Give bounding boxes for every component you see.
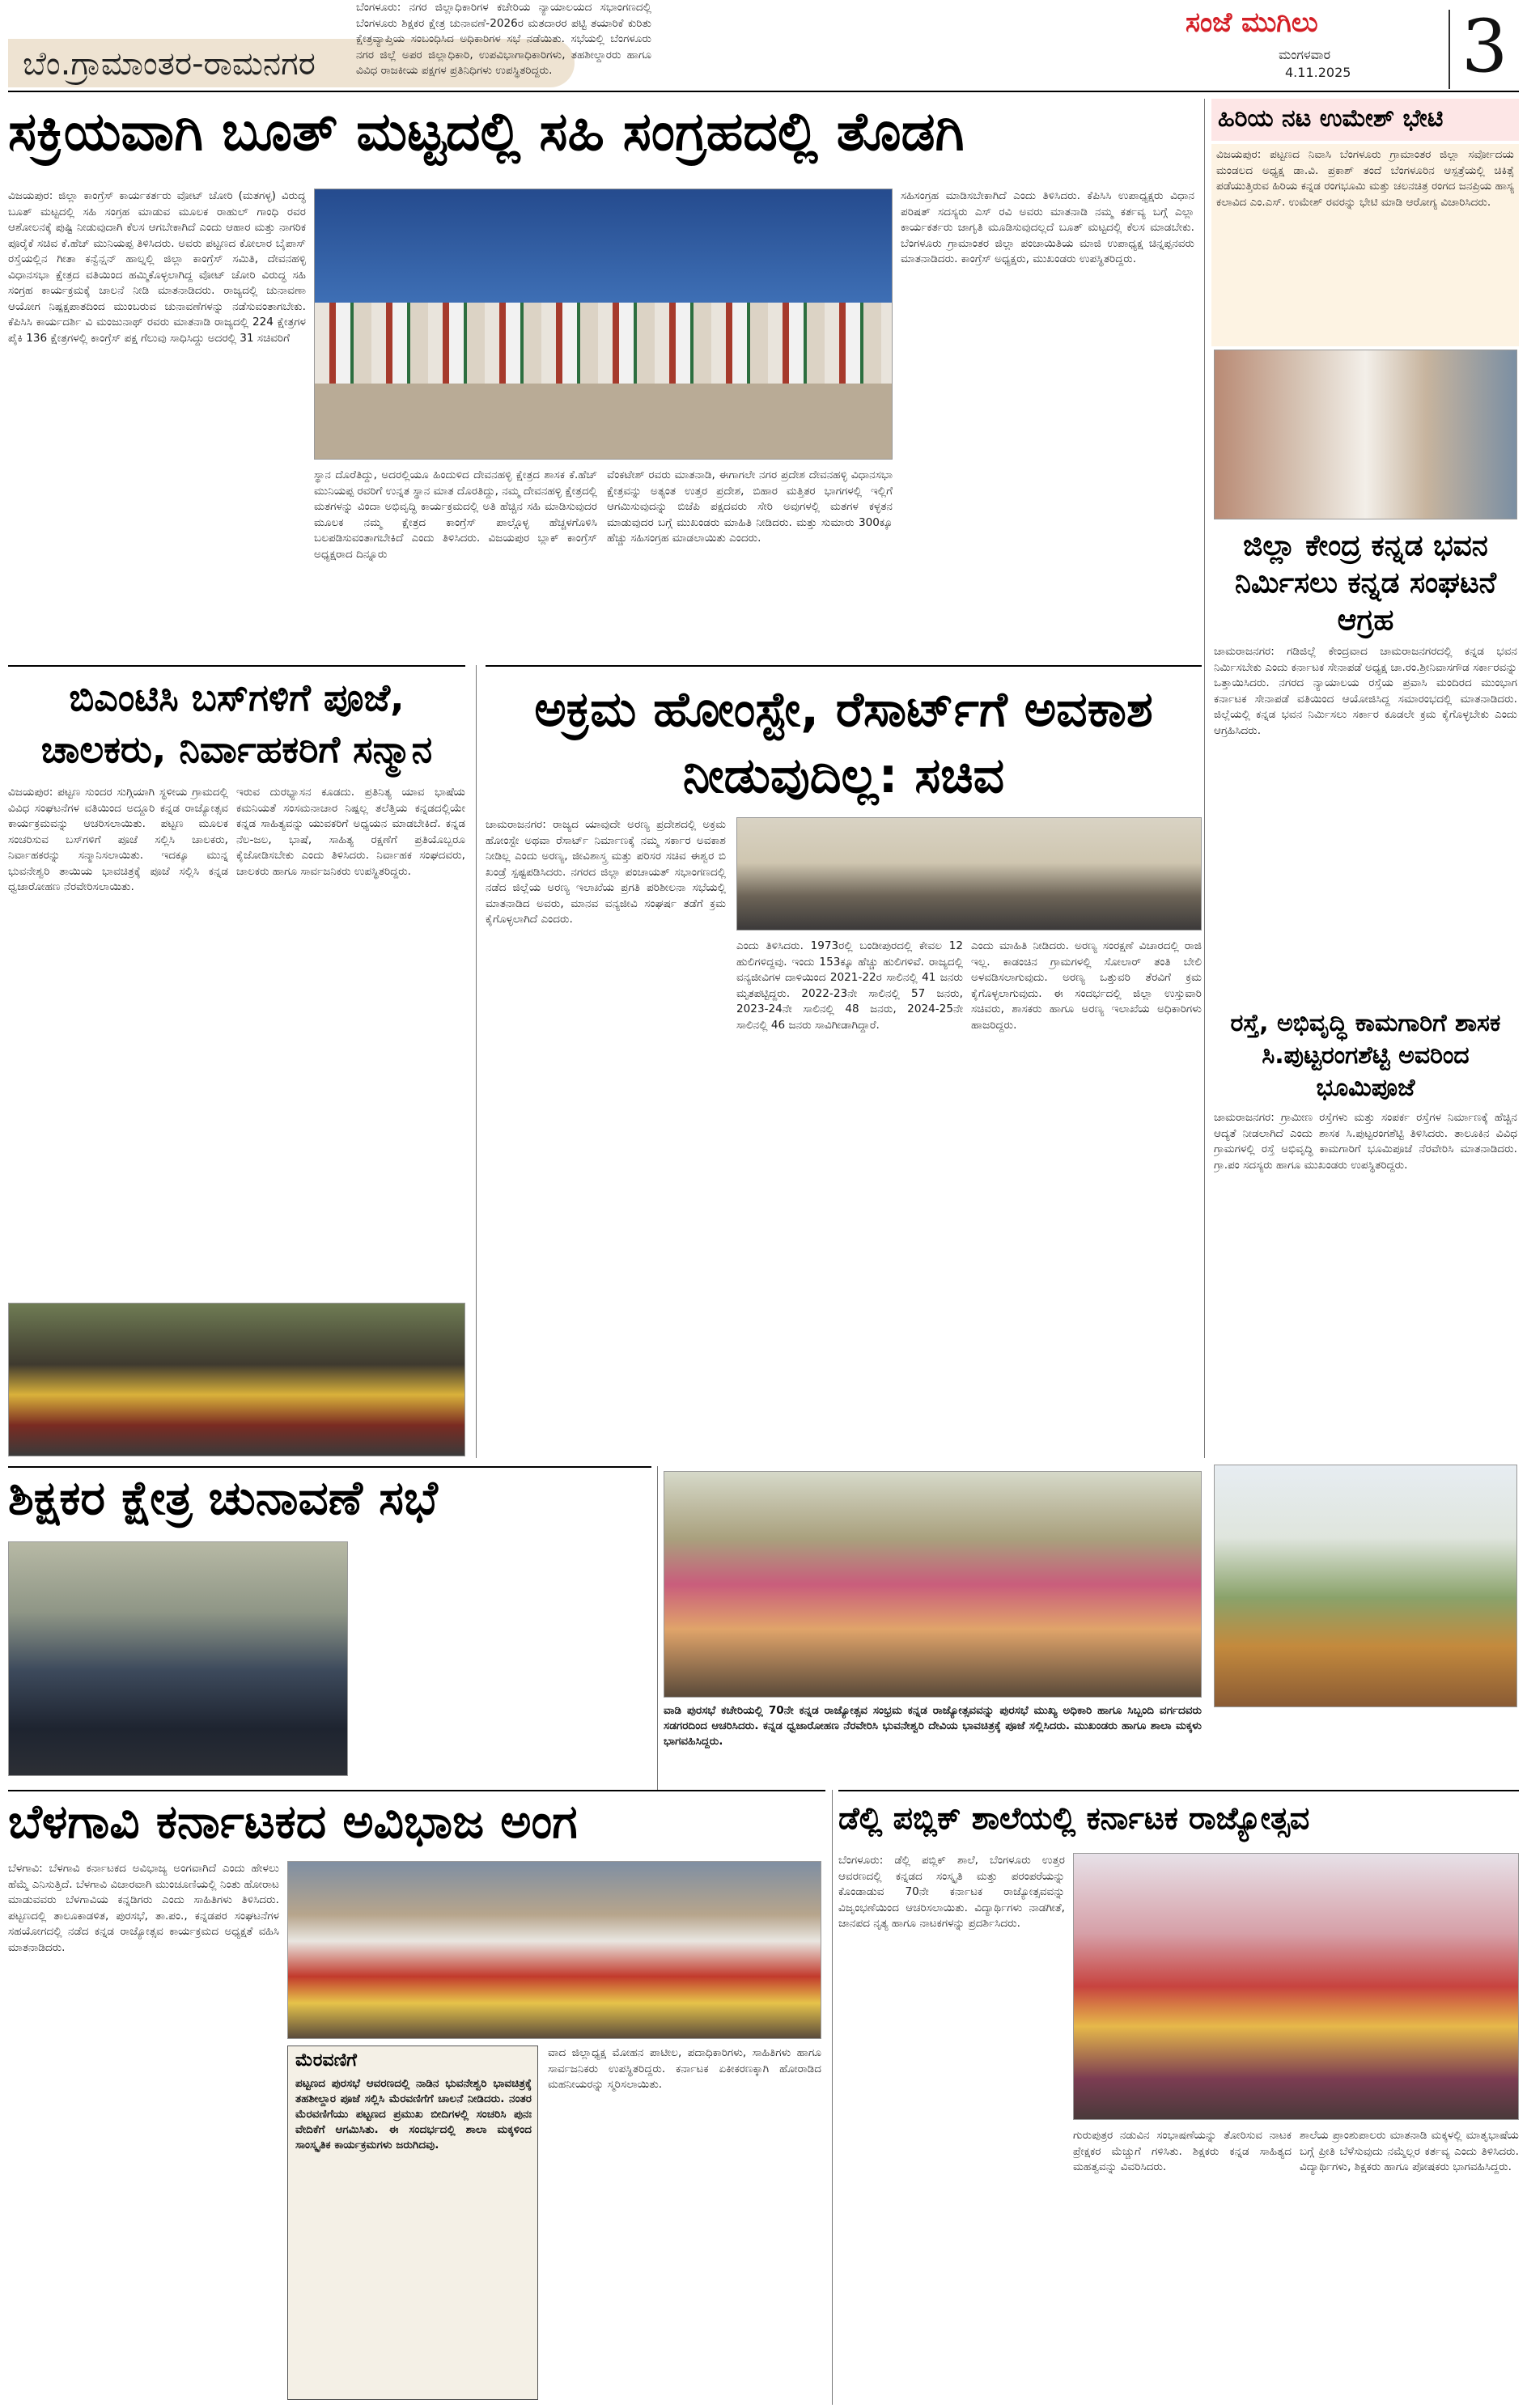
art2-photo [1214,350,1517,519]
art4-body: ಚಾಮರಾಜನಗರ: ಗ್ರಾಮೀಣ ರಸ್ತೆಗಳು ಮತ್ತು ಸಂಪರ್ಕ ರಸ್ತೆಗಳ ನಿರ್ಮಾಣಕ್ಕೆ ಹೆಚ್ಚಿನ ಆದ್ಯತೆ ನೀಡಲಾಗಿದೆ ಎಂದು ಶಾಸಕ ಸಿ.ಪುಟ್ಟರಂಗಶೆಟ್ಟಿ ತಿಳಿಸಿದರು. ತಾಲೂಕಿನ ವಿವಿಧ ಗ್ರಾಮಗಳಲ್ಲಿ ರಸ್ತೆ ಅಭಿವೃದ್ಧಿ ಕಾಮಗಾರಿಗೆ ಭೂಮಿಪೂಜೆ ನೆರವೇರಿಸಿ ಮಾತನಾಡಿದರು. ಗ್ರಾ.ಪಂ ಸದಸ್ಯರು ಹಾಗೂ ಮುಖಂಡರು ಉಪಸ್ಥಿತರಿದ್ದರು. [1214,1111,1517,1172]
art10-col2: ಗುರುಪುತ್ರರ ನಡುವಿನ ಸಂಭಾಷಣೆಯನ್ನು ತೋರಿಸುವ ನಾಟಕ ಪ್ರೇಕ್ಷಕರ ಮೆಚ್ಚುಗೆ ಗಳಿಸಿತು. ಶಿಕ್ಷಕರು ಕನ್ನಡ ಸಾಹಿತ್ಯದ ಮಹತ್ವವನ್ನು ವಿವರಿಸಿದರು. [1073,2129,1292,2173]
art1-col2: ಸ್ಥಾನ ದೊರೆತಿದ್ದು, ಅದರಲ್ಲಿಯೂ ಹಿಂದುಳಿದ ದೇವನಹಳ್ಳಿ ಕ್ಷೇತ್ರದ ಶಾಸಕ ಕೆ.ಹೆಚ್ ಮುನಿಯಪ್ಪ ರವರಿಗೆ ಉನ್ನತ ಸ್ಥಾನ ಮಾತ ದೊರತಿದ್ದು, ನಮ್ಮ ದೇವನಹಳ್ಳಿ ಕ್ಷೇತ್ರದಲ್ಲಿ ಮತಗಳನ್ನು ವಿಂದಾ ಅಭಿವೃದ್ಧಿ ಕಾರ್ಯಕ್ರಮದಲ್ಲಿ ಅತಿ ಹೆಚ್ಚಿನ ಸಹಿ ಮಾಡಿಸುವುದರ ಮೂಲಕ ನಮ್ಮ ಕ್ಷೇತ್ರದ ಕಾಂಗ್ರೆಸ್ ಪಾಲ್ಗೊಳ್ಳ ಹೆಚ್ಚಳಗೊಳಿಸಿ ಬಲಪಡಿಸುವಂತಾಗಬೇಕಿದೆ ಎಂದು ತಿಳಿಸಿದರು. ವಿಜಯಪುರ ಬ್ಲಾಕ್ ಕಾಂಗ್ರೆಸ್ ಅಧ್ಯಕ್ಷರಾದ ದಿನ್ನೂರು [314,468,597,561]
art9-top-rule [8,1790,825,1791]
masthead-rule [8,91,1519,92]
art4-photo [1214,1465,1517,1707]
issue-day: ಮಂಗಳವಾರ [1279,47,1331,62]
page-divider [1449,10,1450,89]
art3-body: ಚಾಮರಾಜನಗರ: ಗಡಿಜಿಲ್ಲೆ ಕೇಂದ್ರವಾದ ಚಾಮರಾಜನಗರದಲ್ಲಿ ಕನ್ನಡ ಭವನ ನಿರ್ಮಿಸಬೇಕು ಎಂದು ಕರ್ನಾಟಕ ಸೇನಾಪಡೆ ಅಧ್ಯಕ್ಷ ಚಾ.ರಂ.ಶ್ರೀನಿವಾಸಗೌಡ ಸರ್ಕಾರವನ್ನು ಒತ್ತಾಯಿಸಿದರು. ನಗರದ ನ್ಯಾಯಾಲಯ ರಸ್ತೆಯ ಪ್ರವಾಸಿ ಮಂದಿರದ ಮುಂಭಾಗ ಕರ್ನಾಟಕ ಸೇನಾಪಡೆ ವತಿಯಿಂದ ಆಯೋಜಿಸಿದ್ದ ಸಮಾರಂಭದಲ್ಲಿ ಮಾತನಾಡಿದರು. ಜಿಲ್ಲೆಯಲ್ಲಿ ಕನ್ನಡ ಭವನ ನಿರ್ಮಿಸಲು ಸರ್ಕಾರ ಕೂಡಲೇ ಕ್ರಮ ಕೈಗೊಳ್ಳಬೇಕು ಎಂದು ಆಗ್ರಹಿಸಿದರು. [1214,645,1517,737]
art6-headline: ಅಕ್ರಮ ಹೋಂಸ್ಟೇ, ರೆಸಾರ್ಟ್‌ಗೆ ಅವಕಾಶ ನೀಡುವುದಿಲ್ಲ: ಸಚಿವ [534,681,1153,804]
art8-caption: ವಾಡಿ ಪುರಸಭೆ ಕಚೇರಿಯಲ್ಲಿ 70ನೇ ಕನ್ನಡ ರಾಜ್ಯೋತ್ಸವ ಸಂಭ್ರಮ ಕನ್ನಡ ರಾಜ್ಯೋತ್ಸವವನ್ನು ಪುರಸಭೆ ಮುಖ್ಯ ಅಧಿಕಾರಿ ಹಾಗೂ ಸಿಬ್ಬಂದಿ ವರ್ಗದವರು ಸಡಗರದಿಂದ ಆಚರಿಸಿದರು. ಕನ್ನಡ ಧ್ವಜಾರೋಹಣ ನೆರವೇರಿಸಿ ಭುವನೇಶ್ವರಿ ದೇವಿಯ ಭಾವಚಿತ್ರಕ್ಕೆ ಪೂಜೆ ಸಲ್ಲಿಸಿದರು. ಮುಖಂಡರು ಹಾಗೂ ಶಾಲಾ ಮಕ್ಕಳು ಭಾಗವಹಿಸಿದ್ದರು. [664,1704,1202,1748]
col-rule [657,1466,658,1790]
art10-headline: ಡೆಲ್ಲಿ ಪಬ್ಲಿಕ್ ಶಾಲೆಯಲ್ಲಿ ಕರ್ನಾಟಕ ರಾಜ್ಯೋತ್ಸವ [838,1800,1310,1836]
art10-col3: ಶಾಲೆಯ ಪ್ರಾಂಶುಪಾಲರು ಮಾತನಾಡಿ ಮಕ್ಕಳಲ್ಲಿ ಮಾತೃಭಾಷೆಯ ಬಗ್ಗೆ ಪ್ರೀತಿ ಬೆಳೆಸುವುದು ನಮ್ಮೆಲ್ಲರ ಕರ್ತವ್ಯ ಎಂದು ತಿಳಿಸಿದರು. ವಿದ್ಯಾರ್ಥಿಗಳು, ಶಿಕ್ಷಕರು ಹಾಗೂ ಪೋಷಕರು ಭಾಗವಹಿಸಿದ್ದರು. [1300,2129,1519,2173]
art6-photo [736,817,1202,931]
art2-body: ವಿಜಯಪುರ: ಪಟ್ಟಣದ ನಿವಾಸಿ ಬೆಂಗಳೂರು ಗ್ರಾಮಾಂತರ ಜಿಲ್ಲಾ ಸರ್ವೋದಯ ಮಂಡಲದ ಅಧ್ಯಕ್ಷ ಡಾ.ವಿ. ಪ್ರಕಾಶ್ ತಂದೆ ಬೆಂಗಳೂರಿನ ಆಸ್ಪತ್ರೆಯಲ್ಲಿ ಚಿಕಿತ್ಸೆ ಪಡೆಯುತ್ತಿರುವ ಹಿರಿಯ ಕನ್ನಡ ರಂಗಭೂಮಿ ಮತ್ತು ಚಲನಚಿತ್ರ ರಂಗದ ಜನಪ್ರಿಯ ಹಾಸ್ಯ ಕಲಾವಿದ ಎಂ.ಎಸ್. ಉಮೇಶ್ ರವರನ್ನು ಭೇಟಿ ಮಾಡಿ ಆರೋಗ್ಯ ವಿಚಾರಿಸಿದರು. [1216,148,1514,209]
art4-headline: ರಸ್ತೆ, ಅಭಿವೃದ್ಧಿ ಕಾಮಗಾರಿಗೆ ಶಾಸಕ ಸಿ.ಪುಟ್ಟರಂಗಶೆಟ್ಟಿ ಅವರಿಂದ ಭೂಮಿಪೂಜೆ [1230,1009,1501,1102]
art1-headline: ಸಕ್ರಿಯವಾಗಿ ಬೂತ್ ಮಟ್ಟದಲ್ಲಿ ಸಹಿ ಸಂಗ್ರಹದಲ್ಲಿ ತೊಡಗಿ [8,100,965,163]
art7-body: ಬೆಂಗಳೂರು: ನಗರ ಜಿಲ್ಲಾಧಿಕಾರಿಗಳ ಕಚೇರಿಯ ನ್ಯಾಯಾಲಯದ ಸಭಾಂಗಣದಲ್ಲಿ ಬೆಂಗಳೂರು ಶಿಕ್ಷಕರ ಕ್ಷೇತ್ರ ಚುನಾವಣೆ-2026ರ ಮತದಾರರ ಪಟ್ಟಿ ತಯಾರಿಕೆ ಕುರಿತು ಕ್ಷೇತ್ರವ್ಯಾಪ್ತಿಯ ಸಂಬಂಧಿಸಿದ ಅಧಿಕಾರಿಗಳ ಸಭೆ ನಡೆಯಿತು. ಸಭೆಯಲ್ಲಿ ಬೆಂಗಳೂರು ನಗರ ಜಿಲ್ಲೆ ಅಪರ ಜಿಲ್ಲಾಧಿಕಾರಿ, ಉಪವಿಭಾಗಾಧಿಕಾರಿಗಳು, ತಹಶೀಲ್ದಾರರು ಹಾಗೂ ವಿವಿಧ ರಾಜಕೀಯ ಪಕ್ಷಗಳ ಪ್ರತಿನಿಧಿಗಳು ಉಪಸ್ಥಿತರಿದ್ದರು. [356,1,651,77]
art9-headline: ಬೆಳಗಾವಿ ಕರ್ನಾಟಕದ ಅವಿಭಾಜ ಅಂಗ [8,1794,578,1849]
art5-photo [8,1303,465,1456]
page-number: 3 [1461,4,1508,89]
art9-photo [287,1861,821,2039]
art5-headline: ಬಿಎಂಟಿಸಿ ಬಸ್‌ಗಳಿಗೆ ಪೂಜೆ, ಚಾಲಕರು, ನಿರ್ವಾಹಕರಿಗೆ ಸನ್ಮಾನ [40,676,433,771]
art9-box-title: ಮೆರವಣಿಗೆ [295,2050,357,2071]
col-rule [476,665,477,1458]
art9-col2: ವಾದ ಜಿಲ್ಲಾಧ್ಯಕ್ಷ ಮೋಹನ ಪಾಟೀಲ, ಪದಾಧಿಕಾರಿಗಳು, ಸಾಹಿತಿಗಳು ಹಾಗೂ ಸಾರ್ವಜನಿಕರು ಉಪಸ್ಥಿತರಿದ್ದರು. ಕರ್ನಾಟಕ ಏಕೀಕರಣಕ್ಕಾಗಿ ಹೋರಾಡಿದ ಮಹನೀಯರನ್ನು ಸ್ಮರಿಸಲಾಯಿತು. [548,2046,821,2091]
art6-top-rule [486,665,1202,667]
art1-col4: ಸಹಿಸಂಗ್ರಹ ಮಾಡಿಸಬೇಕಾಗಿದೆ ಎಂದು ತಿಳಿಸಿದರು. ಕೆಪಿಸಿಸಿ ಉಪಾಧ್ಯಕ್ಷರು ವಿಧಾನ ಪರಿಷತ್ ಸದಸ್ಯರು ಎಸ್ ರವಿ ಅವರು ಮಾತನಾಡಿ ನಮ್ಮ ಕರ್ತವ್ಯ ಬಗ್ಗೆ ಎಲ್ಲಾ ಕಾರ್ಯಕರ್ತರು ಜಾಗೃತಿ ಮೂಡಿಸುವುದಲ್ಲದೆ ಬೂತ್ ಮಟ್ಟದಲ್ಲಿ ಕೆಲಸ ಮಾಡಬೇಕು. ಬೆಂಗಳೂರು ಗ್ರಾಮಾಂತರ ಜಿಲ್ಲಾ ಪಂಚಾಯಿತಿಯ ಮಾಜಿ ಉಪಾಧ್ಯಕ್ಷ ಚಿನ್ನಪ್ಪನವರು ಮಾತನಾಡಿದರು. ಕಾಂಗ್ರೆಸ್ ಅಧ್ಯಕ್ಷರು, ಮುಖಂಡರು ಉಪಸ್ಥಿತರಿದ್ದರು. [901,189,1194,265]
section-label: ಬೆಂ.ಗ್ರಾಮಾಂತರ-ರಾಮನಗರ [23,45,316,83]
art8-photo [664,1471,1202,1698]
art9-box-body: ಪಟ್ಟಣದ ಪುರಸಭೆ ಆವರಣದಲ್ಲಿ ನಾಡಿನ ಭುವನೇಶ್ವರಿ ಭಾವಚಿತ್ರಕ್ಕೆ ತಹಶೀಲ್ದಾರ ಪೂಜೆ ಸಲ್ಲಿಸಿ ಮೆರವಣಿಗೆಗೆ ಚಾಲನೆ ನೀಡಿದರು. ನಂತರ ಮೆರವಣಿಗೆಯು ಪಟ್ಟಣದ ಪ್ರಮುಖ ಬೀದಿಗಳಲ್ಲಿ ಸಂಚರಿಸಿ ಪುನಃ ವೇದಿಕೆಗೆ ಆಗಮಿಸಿತು. ಈ ಸಂದರ್ಭದಲ್ಲಿ ಶಾಲಾ ಮಕ್ಕಳಿಂದ ಸಾಂಸ್ಕೃತಿಕ ಕಾರ್ಯಕ್ರಮಗಳು ಜರುಗಿದವು. [295,2077,532,2152]
art5-col1: ವಿಜಯಪುರ: ಪಟ್ಟಣ ಸುಂದರ ಸುಗ್ಗಿಯಾಗಿ ಸ್ಥಳೀಯ ಗ್ರಾಮದಲ್ಲಿ ವಿವಿಧ ಸಂಘಟನೆಗಳ ವತಿಯಿಂದ ಅದ್ದೂರಿ ಕನ್ನಡ ರಾಜ್ಯೋತ್ಸವ ಕಾರ್ಯಕ್ರಮವನ್ನು ಆಚರಿಸಲಾಯಿತು. ಪಟ್ಟಣ ಮೂಲಕ ಸಂಚರಿಸುವ ಬಸ್‌ಗಳಿಗೆ ಪೂಜೆ ಸಲ್ಲಿಸಿ ಚಾಲಕರು, ನಿರ್ವಾಹಕರನ್ನು ಸನ್ಮಾನಿಸಲಾಯಿತು. ಇದಕ್ಕೂ ಮುನ್ನ ಭುವನೇಶ್ವರಿ ತಾಯಿಯ ಭಾವಚಿತ್ರಕ್ಕೆ ಪೂಜೆ ಸಲ್ಲಿಸಿ ಕನ್ನಡ ಧ್ವಜಾರೋಹಣ ನೆರವೇರಿಸಲಾಯಿತು. [8,786,228,893]
art7-photo [8,1541,348,1776]
art7-headline: ಶಿಕ್ಷಕರ ಕ್ಷೇತ್ರ ಚುನಾವಣೆ ಸಭೆ [8,1470,438,1525]
col-rule [1204,99,1205,1458]
art3-headline: ಜಿಲ್ಲಾ ಕೇಂದ್ರ ಕನ್ನಡ ಭವನ ನಿರ್ಮಿಸಲು ಕನ್ನಡ ಸಂಘಟನೆ ಆಗ್ರಹ [1234,529,1497,637]
art7-top-rule [8,1466,651,1468]
brand-title: ಸಂಜೆ ಮುಗಿಲು [1186,6,1318,39]
art6-col3: ಎಂದು ಮಾಹಿತಿ ನೀಡಿದರು. ಅರಣ್ಯ ಸಂರಕ್ಷಣೆ ವಿಚಾರದಲ್ಲಿ ರಾಜಿ ಇಲ್ಲ. ಕಾಡಂಚಿನ ಗ್ರಾಮಗಳಲ್ಲಿ ಸೋಲಾರ್ ತಂತಿ ಬೇಲಿ ಅಳವಡಿಸಲಾಗುವುದು. ಅರಣ್ಯ ಒತ್ತುವರಿ ತೆರವಿಗೆ ಕ್ರಮ ಕೈಗೊಳ್ಳಲಾಗುವುದು. ಈ ಸಂದರ್ಭದಲ್ಲಿ ಜಿಲ್ಲಾ ಉಸ್ತುವಾರಿ ಸಚಿವರು, ಶಾಸಕರು ಹಾಗೂ ಅರಣ್ಯ ಇಲಾಖೆಯ ಅಧಿಕಾರಿಗಳು ಹಾಜರಿದ್ದರು. [971,939,1202,1032]
art9-col1: ಬೆಳಗಾವಿ: ಬೆಳಗಾವಿ ಕರ್ನಾಟಕದ ಅವಿಭಾಜ್ಯ ಅಂಗವಾಗಿದೆ ಎಂದು ಹೇಳಲು ಹೆಮ್ಮೆ ಎನಿಸುತ್ತಿದೆ. ಬೆಳಗಾವಿ ವಿಚಾರವಾಗಿ ಮುಂಚೂಣಿಯಲ್ಲಿ ನಿಂತು ಹೋರಾಟ ಮಾಡುವವರು ಬೆಳಗಾವಿಯ ಕನ್ನಡಿಗರು ಎಂದು ಸಾಹಿತಿಗಳು ತಿಳಿಸಿದರು. ಪಟ್ಟಣದಲ್ಲಿ ತಾಲೂಕಾಡಳಿತ, ಪುರಸಭೆ, ತಾ.ಪಂ., ಕನ್ನಡಪರ ಸಂಘಟನೆಗಳ ಸಹಯೋಗದಲ್ಲಿ ನಡೆದ ಕನ್ನಡ ರಾಜ್ಯೋತ್ಸವ ಕಾರ್ಯಕ್ರಮದ ಅಧ್ಯಕ್ಷತೆ ವಹಿಸಿ ಮಾತನಾಡಿದರು. [8,1862,279,1954]
art2-headline: ಹಿರಿಯ ನಟ ಉಮೇಶ್ ಭೇಟಿ [1218,104,1444,133]
art10-top-rule [838,1790,1519,1791]
issue-date: 4.11.2025 [1285,65,1351,80]
col-rule [832,1790,833,2405]
art10-col1: ಬೆಂಗಳೂರು: ಡೆಲ್ಲಿ ಪಬ್ಲಿಕ್ ಶಾಲೆ, ಬೆಂಗಳೂರು ಉತ್ತರ ಆವರಣದಲ್ಲಿ ಕನ್ನಡದ ಸಂಸ್ಕೃತಿ ಮತ್ತು ಪರಂಪರೆಯನ್ನು ಕೊಂಡಾಡುವ 70ನೇ ಕರ್ನಾಟಕ ರಾಜ್ಯೋತ್ಸವವನ್ನು ವಿಜೃಂಭಣೆಯಿಂದ ಆಚರಿಸಲಾಯಿತು. ವಿದ್ಯಾರ್ಥಿಗಳು ನಾಡಗೀತೆ, ಜಾನಪದ ನೃತ್ಯ ಹಾಗೂ ನಾಟಕಗಳನ್ನು ಪ್ರದರ್ಶಿಸಿದರು. [838,1854,1065,1930]
art5-top-rule [8,665,465,667]
art6-col2: ಎಂದು ತಿಳಿಸಿದರು. 1973ರಲ್ಲಿ ಬಂಡೀಪುರದಲ್ಲಿ ಕೇವಲ 12 ಹುಲಿಗಳಿದ್ದವು. ಇಂದು 153ಕ್ಕೂ ಹೆಚ್ಚು ಹುಲಿಗಳಿವೆ. ರಾಜ್ಯದಲ್ಲಿ ವನ್ಯಜೀವಿಗಳ ದಾಳಿಯಿಂದ 2021-22ರ ಸಾಲಿನಲ್ಲಿ 41 ಜನರು ಮೃತಪಟ್ಟಿದ್ದರು. 2022-23ನೇ ಸಾಲಿನಲ್ಲಿ 57 ಜನರು, 2023-24ನೇ ಸಾಲಿನಲ್ಲಿ 48 ಜನರು, 2024-25ನೇ ಸಾಲಿನಲ್ಲಿ 46 ಜನರು ಸಾವಿಗೀಡಾಗಿದ್ದಾರೆ. [736,939,963,1032]
art5-col2: ಇರುವ ದುರಭ್ಯಾಸನ ಕೂಡದು. ಪ್ರತಿನಿತ್ಯ ಯಾವ ಭಾಷೆಯ ಕಮನಿಯತೆ ಸಂಸಮನಾಚಾರ ನಿಷ್ಪಲ್ಲ ತಲೆತ್ತಿಯ ಕನ್ನಡದಲ್ಲಿಯೇ ಕನ್ನಡ ಸಾಹಿತ್ಯವನ್ನು ಯುವಕರಿಗೆ ಅಧ್ಯಯನ ಮಾಡಬೇಕಿದೆ. ಕನ್ನಡ ನೆಲ-ಜಲ, ಭಾಷೆ, ಸಾಹಿತ್ಯ ರಕ್ಷಣೆಗೆ ಪ್ರತಿಯೊಬ್ಬರೂ ಕೈಜೋಡಿಸಬೇಕು ಎಂದು ತಿಳಿಸಿದರು. ನಿರ್ವಾಹಕ ಸಂಘದವರು, ಚಾಲಕರು ಹಾಗೂ ಸಾರ್ವಜನಿಕರು ಉಪಸ್ಥಿತರಿದ್ದರು. [236,786,465,878]
art1-col1: ವಿಜಯಪುರ: ಜಿಲ್ಲಾ ಕಾಂಗ್ರೆಸ್ ಕಾರ್ಯಕರ್ತರು ವೋಟ್ ಚೋರಿ (ಮತಗಳ್ಳ) ವಿರುದ್ಧ ಬೂತ್ ಮಟ್ಟದಲ್ಲಿ ಸಹಿ ಸಂಗ್ರಹ ಮಾಡುವ ಮೂಲಕ ರಾಹುಲ್ ಗಾಂಧಿ ರವರ ಆಶೋಲನಕ್ಕೆ ಪುಷ್ಟಿ ನೀಡುವುದಾಗಿ ಕೆಲಸ ಆಗಬೇಕಾಗಿದೆ ಎಂದು ಆಹಾರ ಮತ್ತು ನಾಗರಿಕ ಪೂರೈಕೆ ಸಚಿವ ಕೆ.ಹೆಚ್ ಮುನಿಯಪ್ಪ ತಿಳಿಸಿದರು. ಅವರು ಪಟ್ಟಣದ ಕೋಲಾರ ಬೈಪಾಸ್ ರಸ್ತೆಯಲ್ಲಿನ ಗೀತಾ ಕನ್ವೆನ್ಷನ್ ಹಾಲ್ನಲ್ಲಿ ಜಿಲ್ಲಾ ಕಾಂಗ್ರೆಸ್ ಸಮಿತಿ, ದೇವನಹಳ್ಳಿ ವಿಧಾನಸಭಾ ಕ್ಷೇತ್ರದ ವತಿಯಿಂದ ಹಮ್ಮಿಕೊಳ್ಳಲಾಗಿದ್ದ ವೋಟ್ ಚೋರಿ ವಿರುದ್ಧ ಸಹಿ ಸಂಗ್ರಹ ಕಾರ್ಯಕ್ರಮಕ್ಕೆ ಚಾಲನೆ ನೀಡಿ ಮಾತನಾಡಿದರು. ರಾಜ್ಯದಲ್ಲಿ ಚುನಾವಣಾ ಆಯೋಗ ನಿಷ್ಪಕ್ಷಪಾತದಿಂದ ಮುಂಬರುವ ಚುನಾವಣೆಗಳನ್ನು ನಡೆಸುವಂತಾಗಬೇಕು. ಕೆಪಿಸಿಸಿ ಕಾರ್ಯದರ್ಶಿ ವಿ ಮಂಜುನಾಥ್ ರವರು ಮಾತನಾಡಿ ರಾಜ್ಯದಲ್ಲಿ 224 ಕ್ಷೇತ್ರಗಳ ಪೈಕಿ 136 ಕ್ಷೇತ್ರಗಳಲ್ಲಿ ಕಾಂಗ್ರೆಸ್ ಪಕ್ಷ ಗೆಲುವು ಸಾಧಿಸಿದ್ದು ಅದರಲ್ಲಿ 31 ಸಚಿವರಿಗೆ [8,189,306,345]
art10-photo [1073,1853,1519,2120]
art1-col3: ವೆಂಕಟೇಶ್ ರವರು ಮಾತನಾಡಿ, ಈಗಾಗಲೇ ನಗರ ಪ್ರದೇಶ ದೇವನಹಳ್ಳಿ ವಿಧಾನಸಭಾ ಕ್ಷೇತ್ರವನ್ನು ಅತ್ಯಂತ ಉತ್ತರ ಪ್ರದೇಶ, ಬಿಹಾರ ಮತ್ತಿತರ ಭಾಗಗಳಲ್ಲಿ ಇಲ್ಲಿಗೆ ಆಗಮಿಸುವುದನ್ನು ಬಿಜೆಪಿ ಪಕ್ಷದವರು ಸೇರಿ ಅವುಗಳಲ್ಲಿ ಮತಗಳ ಕಳ್ಳತನ ಮಾಡುವುದರ ಬಗ್ಗೆ ಮುಖಂಡರು ಮಾಹಿತಿ ನೀಡಿದರು. ಮತ್ತು ಸುಮಾರು 300ಕ್ಕೂ ಹೆಚ್ಚು ಸಹಿಸಂಗ್ರಹ ಮಾಡಲಾಯಿತು ಎಂದರು. [607,468,893,545]
art6-col1: ಚಾಮರಾಜನಗರ: ರಾಜ್ಯದ ಯಾವುದೇ ಅರಣ್ಯ ಪ್ರದೇಶದಲ್ಲಿ ಅಕ್ರಮ ಹೋಂಸ್ಟೇ ಅಥವಾ ರೆಸಾರ್ಟ್ ನಿರ್ಮಾಣಕ್ಕೆ ನಮ್ಮ ಸರ್ಕಾರ ಅವಕಾಶ ನೀಡಿಲ್ಲ ಎಂದು ಅರಣ್ಯ, ಜೀವಿಶಾಸ್ತ್ರ ಮತ್ತು ಪರಿಸರ ಸಚಿವ ಈಶ್ವರ ಬಿ ಖಂಡ್ರೆ ಸ್ಪಷ್ಟಪಡಿಸಿದರು. ನಗರದ ಜಿಲ್ಲಾ ಪಂಚಾಯತ್ ಸಭಾಂಗಣದಲ್ಲಿ ನಡೆದ ಜಿಲ್ಲೆಯ ಅರಣ್ಯ ಇಲಾಖೆಯ ಪ್ರಗತಿ ಪರಿಶೀಲನಾ ಸಭೆಯಲ್ಲಿ ಮಾತನಾಡಿದ ಅವರು, ಮಾನವ ವನ್ಯಜೀವಿ ಸಂಘರ್ಷ ತಡೆಗೆ ಕ್ರಮ ಕೈಗೊಳ್ಳಲಾಗಿದೆ ಎಂದರು. [486,818,726,926]
brand-logo [1186,6,1453,49]
